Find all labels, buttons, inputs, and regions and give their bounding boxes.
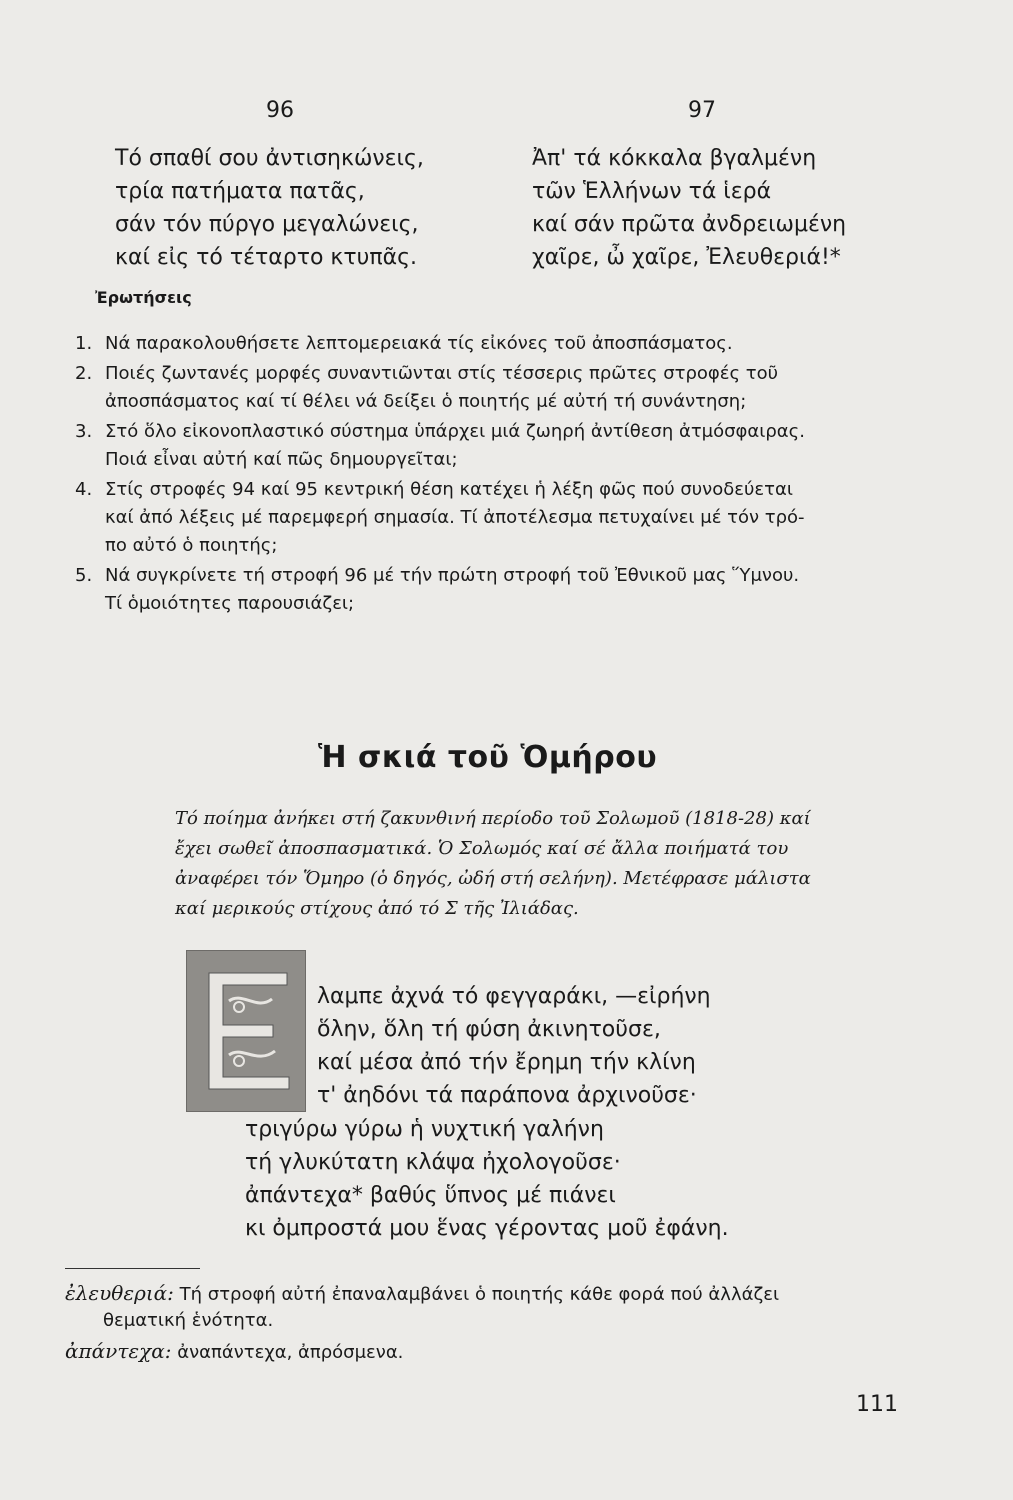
footnote-rule [65,1268,200,1269]
question-line: Τί ὁμοιότητες παρουσιάζει; [105,593,355,614]
verse-line: τῶν Ἑλλήνων τά ἱερά [532,179,772,204]
question-line: Στό ὅλο εἰκονοπλαστικό σύστημα ὑπάρχει μιά ζωηρή ἀντίθεση ἀτμόσφαιρας. [105,421,805,442]
stanza-97 [532,142,846,274]
question-number: 1. [75,333,93,354]
question-line: Νά συγκρίνετε τή στροφή 96 μέ τήν πρώτη στροφή τοῦ Ἐθνικοῦ μας Ὕμνου. [105,565,800,586]
verse-line: σάν τόν πύργο μεγαλώνεις, [115,212,419,237]
verse-line: τρία πατήματα πατᾶς, [115,179,365,204]
poem-line: ὅλην, ὅλη τή φύση ἀκινητοῦσε, [317,1017,661,1042]
question-number: 3. [75,421,93,442]
question-line: πο αὐτό ὁ ποιητής; [105,535,278,556]
question-number: 5. [75,565,93,586]
stanza-96 [115,142,424,274]
poem-line: τριγύρω γύρω ἡ νυχτική γαλήνη [245,1117,604,1142]
footnotes [65,1280,925,1366]
intro-line: Τό ποίημα ἀνήκει στή ζακυνθινή περίοδο τοῦ Σολωμοῦ (1818-28) καί [175,808,811,829]
question-line: Ποιές ζωντανές μορφές συναντιῶνται στίς τέσσερις πρῶτες στροφές τοῦ [105,363,779,384]
question-item [75,330,935,358]
footnote-text: Τή στροφή αὐτή ἐπαναλαμβάνει ὁ ποιητής κάθε φορά πού ἀλλάζει [179,1284,780,1305]
dropcap-letter-graphic [187,951,305,1111]
intro-line: καί μερικούς στίχους ἀπό τό Σ τῆς Ἰλιάδας. [175,898,579,919]
intro-paragraph [175,804,915,924]
poem-line: ἀπάντεχα* βαθύς ὕπνος μέ πιάνει [245,1183,616,1208]
stanza-number-97: 97 [688,98,716,123]
poem-line: τ' ἀηδόνι τά παράπονα ἀρχινοῦσε· [317,1083,697,1108]
question-number: 4. [75,479,93,500]
verse-line: Τό σπαθί σου ἀντισηκώνεις, [115,146,424,171]
question-line: ἀποσπάσματος καί τί θέλει νά δείξει ὁ ποιητής μέ αὐτή τή συνάντηση; [105,391,747,412]
question-number: 2. [75,363,93,384]
poem-line: λαμπε ἀχνά τό φεγγαράκι, —εἰρήνη [317,984,711,1009]
poem-title: Ἡ σκιά τοῦ Ὁμήρου [318,740,658,775]
poem-line: τή γλυκύτατη κλάψα ἠχολογοῦσε· [245,1150,621,1175]
poem-line: καί μέσα ἀπό τήν ἔρημη τήν κλίνη [317,1050,696,1075]
question-line: Στίς στροφές 94 καί 95 κεντρική θέση κατέχει ἡ λέξη φῶς πού συνοδεύεται [105,479,793,500]
footnote-term: ἐλευθεριά: [65,1281,174,1305]
footnote-continuation: θεματική ἑνότητα. [103,1310,274,1331]
question-item [75,360,935,416]
question-line: Ποιά εἶναι αὐτή καί πῶς δημουργεῖται; [105,449,458,470]
footnote [65,1280,925,1308]
question-line: καί ἀπό λέξεις μέ παρεμφερή σημασία. Τί ἀποτέλεσμα πετυχαίνει μέ τόν τρό- [105,507,805,528]
questions-list [75,330,935,620]
question-item [75,476,935,560]
stanza-number-96: 96 [266,98,294,123]
dropcap-ornament [186,950,306,1112]
footnote [65,1338,925,1366]
verse-line: Ἀπ' τά κόκκαλα βγαλμένη [532,146,817,171]
page-number: 111 [856,1392,898,1417]
poem-line: κι ὀμπροστά μου ἕνας γέροντας μοῦ ἐφάνη. [245,1216,729,1241]
verse-line: καί σάν πρῶτα ἀνδρειωμένη [532,212,847,237]
poem-lines [245,1113,729,1245]
verse-line: χαῖρε, ὦ χαῖρε, Ἐλευθεριά!* [532,245,841,270]
question-item [75,562,935,618]
intro-line: ἔχει σωθεῖ ἀποσπασματικά. Ὁ Σολωμός καί σέ ἄλλα ποιήματά του [175,838,789,859]
poem-opening-lines [317,980,711,1112]
questions-heading: Ἐρωτήσεις [95,288,192,307]
question-item [75,418,935,474]
footnote-term: ἀπάντεχα: [65,1339,172,1363]
intro-line: ἀναφέρει τόν Ὅμηρο (ὁ δηγός, ὠδή στή σελήνη). Μετέφρασε μάλιστα [175,868,811,889]
question-line: Νά παρακολουθήσετε λεπτομερειακά τίς εἰκόνες τοῦ ἀποσπάσματος. [105,333,733,354]
verse-line: καί εἰς τό τέταρτο κτυπᾶς. [115,245,417,270]
footnote-text: ἀναπάντεχα, ἀπρόσμενα. [177,1342,404,1363]
